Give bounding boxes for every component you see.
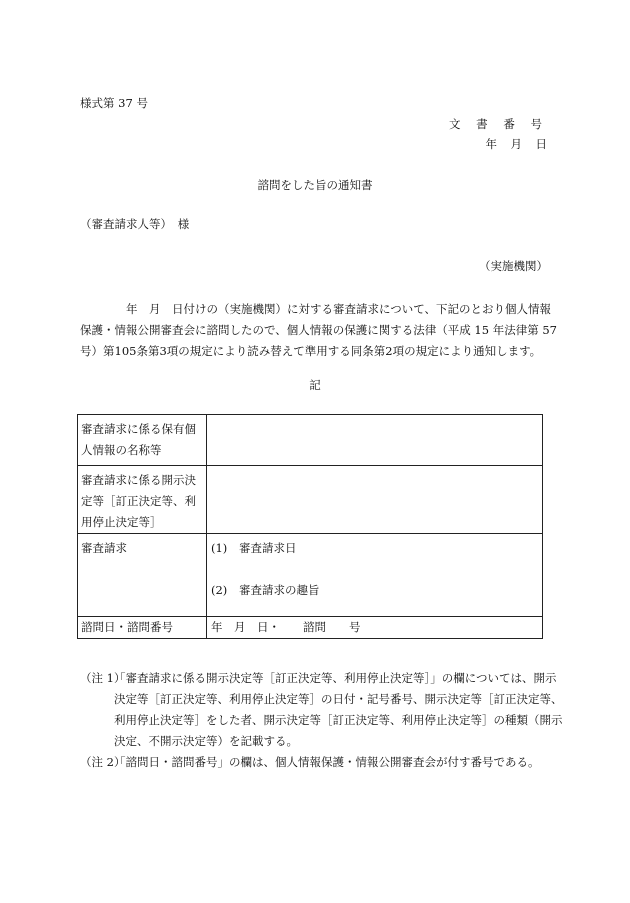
note-line: 「審査請求に係る開示決定等［訂正決定等、利用停止決定等］」の欄については、開示 <box>114 671 557 685</box>
table-label-cell: 審査請求に係る保有個人情報の名称等 <box>78 415 207 466</box>
item-text: 審査請求の趣旨 <box>239 583 320 597</box>
note-line: 利用停止決定等］をした者、開示決定等［訂正決定等、利用停止決定等］の種類（開示 <box>114 713 563 727</box>
table-label-cell: 審査請求に係る開示決定等［訂正決定等、利用停止決定等］ <box>78 466 207 534</box>
table-row <box>78 466 543 534</box>
item-number: (2) <box>211 583 228 597</box>
form-number: 様式第 37 号 <box>80 96 148 110</box>
table-row <box>78 415 543 466</box>
document-title: 諮問をした旨の通知書 <box>257 178 373 192</box>
body-line: 号）第105条第3項の規定により読み替えて準用する同条第2項の規定により通知します。 <box>80 344 542 358</box>
body-line: 年 月 日付けの（実施機関）に対する審査請求について、下記のとおり個人情報 <box>80 302 552 316</box>
body-line: 保護・情報公開審査会に諮問したので、個人情報の保護に関する法律（平成 15 年法律第 57 <box>80 323 557 337</box>
notes-section <box>80 668 563 773</box>
review-request-date-item <box>211 538 538 559</box>
table-value-cell <box>207 466 543 534</box>
note-1 <box>80 668 563 752</box>
table-label-cell: 審査請求 <box>78 534 207 617</box>
implementing-agency: （実施機関） <box>479 259 548 273</box>
table-value-cell: 年 月 日・ 諮問 号 <box>207 617 543 639</box>
review-request-purpose-item <box>211 580 538 601</box>
table-value-cell <box>207 534 543 617</box>
item-text: 審査請求日 <box>239 541 297 555</box>
note-tag: （注 1） <box>80 671 126 685</box>
item-number: (1) <box>211 541 228 555</box>
note-line: 決定等［訂正決定等、利用停止決定等］の日付・記号番号、開示決定等［訂正決定等、 <box>114 692 563 706</box>
table-label-cell: 諮問日・諮問番号 <box>78 617 207 639</box>
body-text <box>80 299 557 362</box>
note-line: 「諮問日・諮問番号」の欄は、個人情報保護・情報公開審査会が付す番号である。 <box>114 755 540 769</box>
note-tag: （注 2） <box>80 755 126 769</box>
date-line: 年 月 日 <box>485 137 548 151</box>
note-line: 決定、不開示決定等）を記載する。 <box>114 734 298 748</box>
table-row <box>78 534 543 617</box>
document-number-label: 文 書 番 号 <box>449 117 548 131</box>
table-row <box>78 617 543 639</box>
spacer <box>211 559 538 580</box>
addressee: （審査請求人等） 様 <box>80 217 190 231</box>
info-table <box>77 414 543 639</box>
note-2 <box>80 752 560 773</box>
table-value-cell <box>207 415 543 466</box>
record-heading: 記 <box>309 378 321 392</box>
